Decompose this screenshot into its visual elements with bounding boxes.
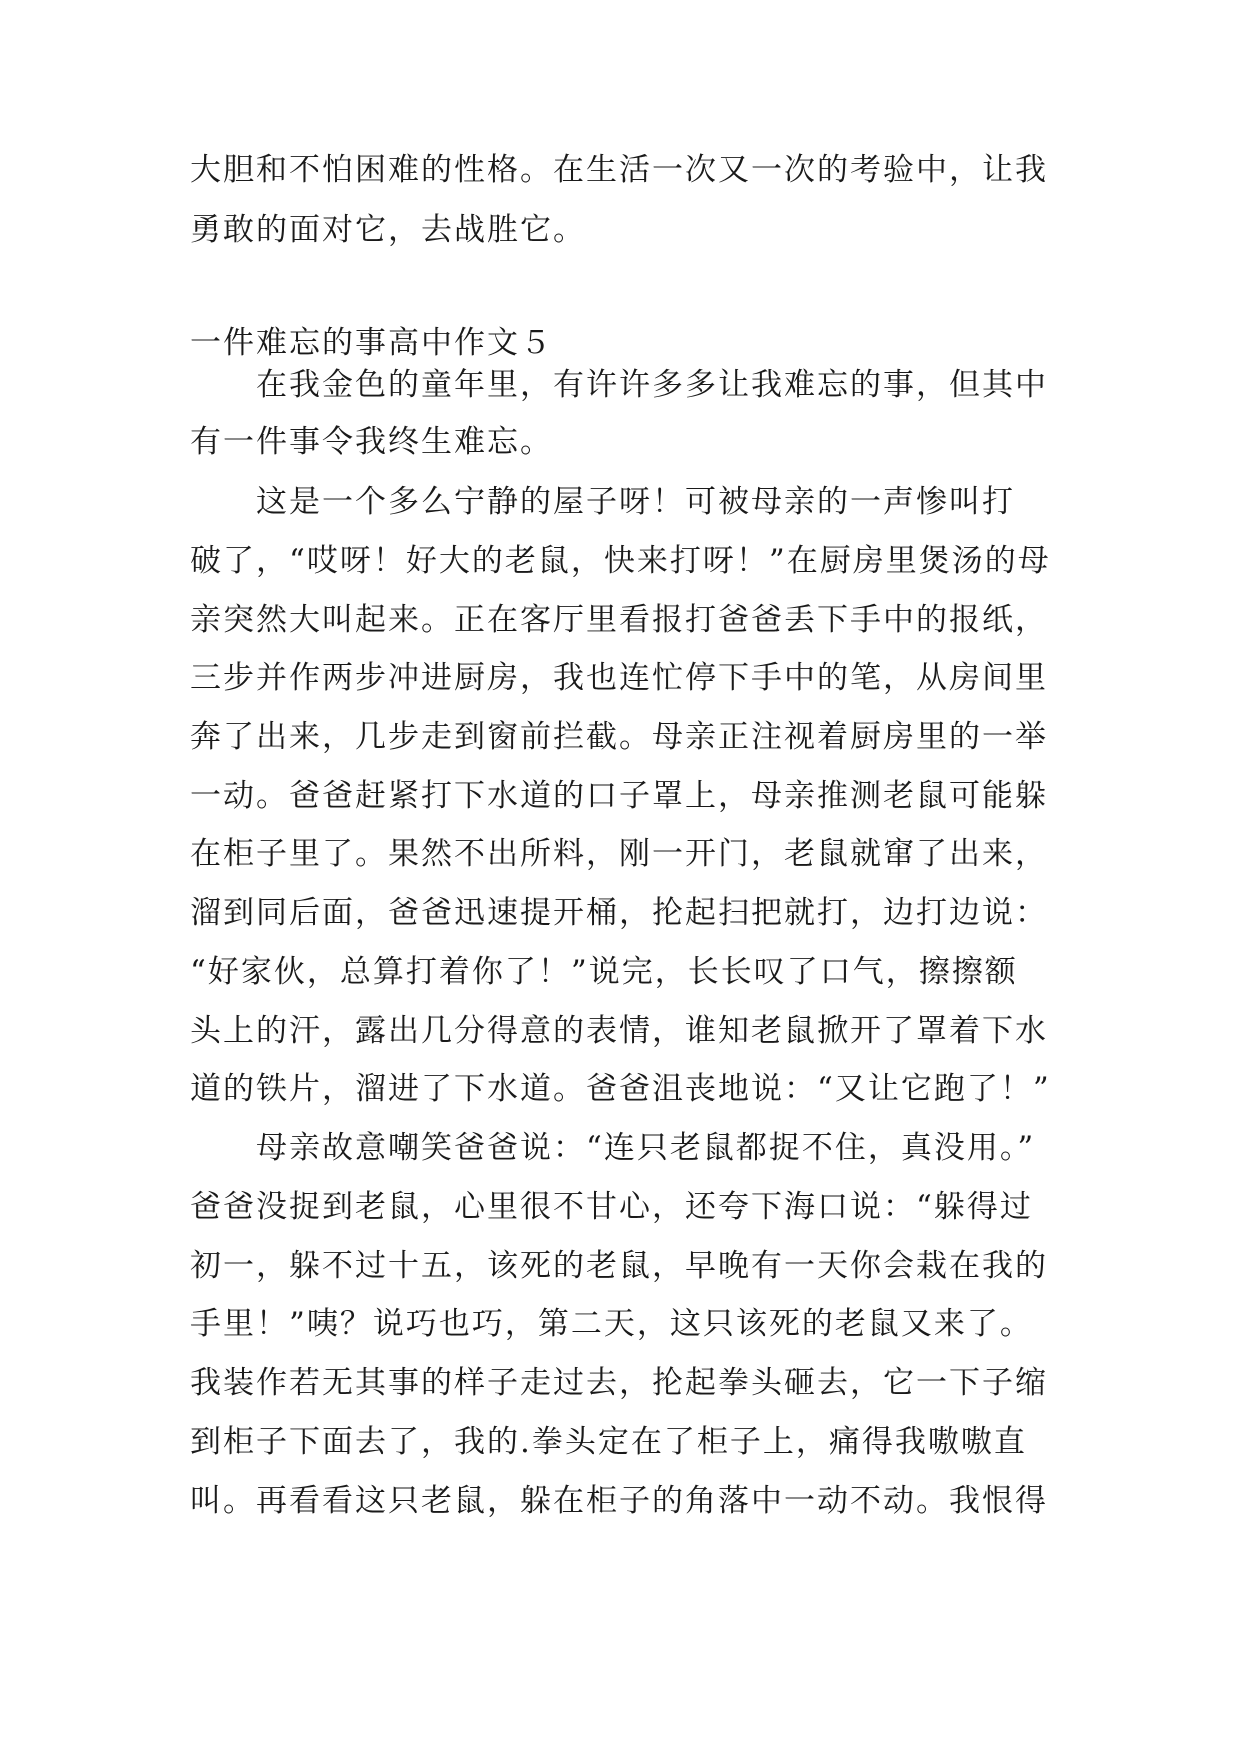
- text-line: 溜到同后面，爸爸迅速提开桶，抡起扫把就打，边打边说：: [190, 895, 1048, 931]
- text-line: 在我金色的童年里，有许许多多让我难忘的事，但其中: [190, 367, 1048, 403]
- text-line: 道的铁片，溜进了下水道。爸爸沮丧地说：“又让它跑了！”: [190, 1071, 1051, 1107]
- text-line: 这是一个多么宁静的屋子呀！可被母亲的一声惨叫打: [190, 484, 1015, 520]
- text-line: 手里！”咦？说巧也巧，第二天，这只该死的老鼠又来了。: [190, 1306, 1033, 1342]
- text-line: 初一，躲不过十五，该死的老鼠，早晚有一天你会栽在我的: [190, 1248, 1048, 1284]
- text-line: 到柜子下面去了，我的.拳头定在了柜子上，痛得我嗷嗷直: [190, 1424, 1027, 1460]
- text-line: 大胆和不怕困难的性格。在生活一次又一次的考验中，让我: [190, 152, 1048, 188]
- section-title: 一件难忘的事高中作文５: [190, 325, 553, 361]
- text-line: 在柜子里了。果然不出所料，刚一开门，老鼠就窜了出来，: [190, 836, 1048, 872]
- text-line: 奔了出来，几步走到窗前拦截。母亲正注视着厨房里的一举: [190, 719, 1048, 755]
- text-line: 爸爸没捉到老鼠，心里很不甘心，还夸下海口说：“躲得过: [190, 1189, 1033, 1225]
- text-line: 勇敢的面对它，去战胜它。: [190, 212, 586, 248]
- text-line: “好家伙，总算打着你了！”说完，长长叹了口气，擦擦额: [190, 954, 1018, 990]
- text-line: 破了，“哎呀！好大的老鼠，快来打呀！”在厨房里煲汤的母: [190, 543, 1051, 579]
- text-line: 叫。再看看这只老鼠，躲在柜子的角落中一动不动。我恨得: [190, 1483, 1048, 1519]
- text-line: 我装作若无其事的样子走过去，抡起拳头砸去，它一下子缩: [190, 1365, 1048, 1401]
- text-line: 三步并作两步冲进厨房，我也连忙停下手中的笔，从房间里: [190, 660, 1048, 696]
- text-line: 有一件事令我终生难忘。: [190, 424, 553, 460]
- text-line: 头上的汗，露出几分得意的表情，谁知老鼠掀开了罩着下水: [190, 1013, 1048, 1049]
- text-line: 母亲故意嘲笑爸爸说：“连只老鼠都捉不住，真没用。”: [190, 1130, 1036, 1166]
- text-line: 亲突然大叫起来。正在客厅里看报打爸爸丢下手中的报纸，: [190, 602, 1048, 638]
- text-line: 一动。爸爸赶紧打下水道的口子罩上，母亲推测老鼠可能躲: [190, 778, 1048, 814]
